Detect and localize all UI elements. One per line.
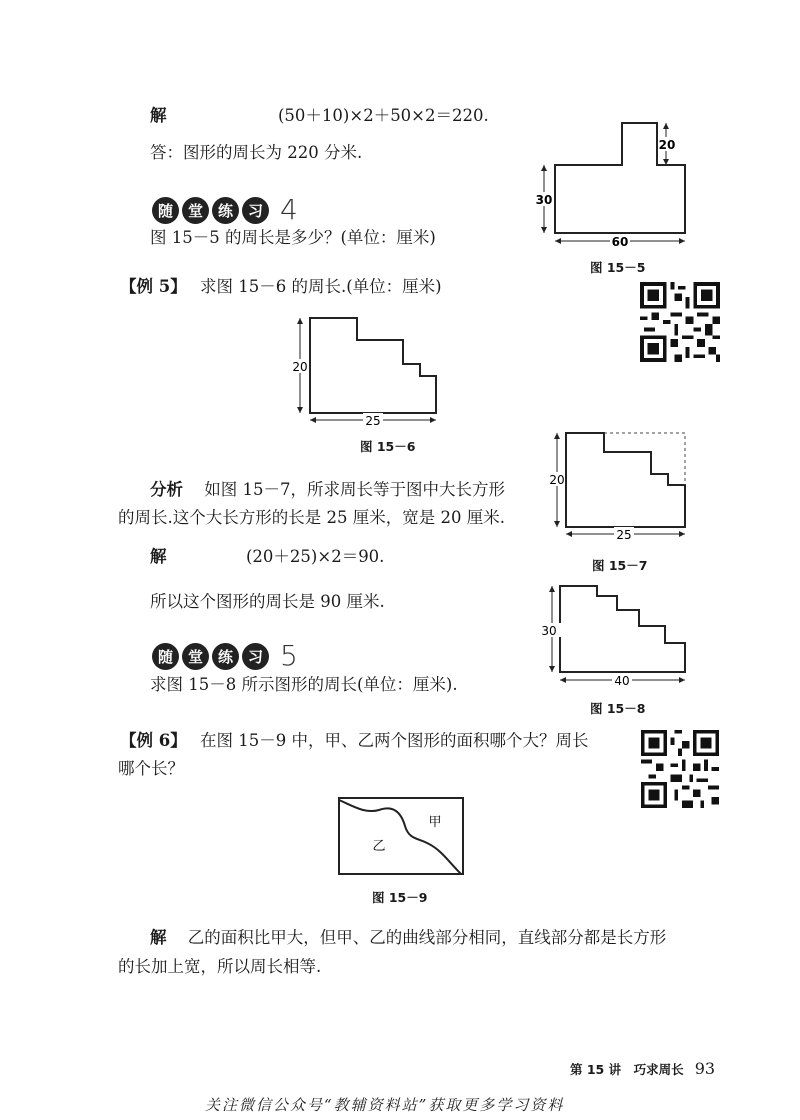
badge-number: 4 bbox=[280, 193, 298, 226]
dashed-extension bbox=[604, 433, 685, 485]
qr-code-icon bbox=[638, 730, 722, 808]
badge-char: 习 bbox=[242, 197, 269, 224]
dim-label: 30 bbox=[541, 624, 557, 638]
solution-label: 解 bbox=[150, 106, 167, 125]
example-label: 【例 5】 bbox=[120, 277, 187, 296]
figure-caption: 图 15－8 bbox=[590, 701, 646, 716]
dim-label: 20 bbox=[549, 473, 565, 487]
badge-char: 随 bbox=[152, 643, 179, 670]
figure-15-5 bbox=[530, 115, 700, 275]
solution-equation: (20＋25)×2＝90. bbox=[246, 547, 385, 566]
dim-label: 60 bbox=[611, 235, 629, 249]
dim-label: 25 bbox=[365, 414, 381, 428]
dim-label: 30 bbox=[535, 193, 553, 207]
answer-text: 所以这个图形的周长是 90 厘米. bbox=[150, 592, 385, 611]
badge-number: 5 bbox=[280, 639, 298, 672]
solution-equation: (50＋10)×2＋50×2＝220. bbox=[278, 106, 489, 125]
badge-char: 练 bbox=[212, 643, 239, 670]
practice-badge bbox=[152, 193, 298, 226]
analysis-text: 的周长.这个大长方形的长是 25 厘米，宽是 20 厘米. bbox=[118, 508, 505, 527]
figure-caption: 图 15－6 bbox=[360, 439, 416, 454]
solution-text: 的长加上宽，所以周长相等. bbox=[118, 957, 322, 976]
solution-label: 解 bbox=[150, 928, 167, 947]
example-question: 求图 15－6 的周长.(单位：厘米) bbox=[199, 277, 442, 296]
answer-text: 答：图形的周长为 220 分米. bbox=[150, 143, 363, 162]
badge-char: 堂 bbox=[182, 643, 209, 670]
analysis-text: 如图 15－7，所求周长等于图中大长方形 bbox=[204, 480, 505, 499]
figure-15-7 bbox=[548, 425, 693, 550]
figure-15-8 bbox=[535, 580, 695, 692]
practice-question: 图 15－5 的周长是多少？(单位：厘米) bbox=[150, 228, 436, 247]
badge-char: 随 bbox=[152, 197, 179, 224]
badge-char: 习 bbox=[242, 643, 269, 670]
practice-badge bbox=[152, 639, 298, 672]
badge-char: 练 bbox=[212, 197, 239, 224]
figure-15-9 bbox=[335, 792, 467, 880]
figure-caption: 图 15－9 bbox=[372, 890, 428, 905]
solution-line bbox=[150, 926, 666, 950]
curve-line bbox=[339, 800, 461, 874]
dim-label: 25 bbox=[616, 528, 632, 542]
qr-code-icon bbox=[638, 282, 722, 362]
bottom-note: 关注微信公众号“教辅资料站”获取更多学习资料 bbox=[205, 1096, 565, 1114]
page-number: 93 bbox=[694, 1059, 716, 1078]
figure-outline bbox=[560, 586, 685, 672]
figure-caption: 图 15－7 bbox=[592, 558, 648, 573]
solution-label: 解 bbox=[150, 547, 167, 566]
solution-text: 乙的面积比甲大，但甲、乙的曲线部分相同，直线部分都是长方形 bbox=[187, 928, 667, 947]
badge-char: 堂 bbox=[182, 197, 209, 224]
analysis-label: 分析 bbox=[150, 480, 183, 499]
page-footer bbox=[570, 1059, 715, 1078]
figure-outline bbox=[566, 433, 685, 527]
example-text bbox=[120, 275, 442, 299]
dim-label: 40 bbox=[614, 674, 630, 688]
figure-outline bbox=[310, 318, 436, 413]
figure-15-6 bbox=[290, 310, 460, 435]
analysis-line bbox=[150, 478, 505, 502]
dim-label: 20 bbox=[658, 138, 676, 152]
chapter-title: 第 15 讲 巧求周长 bbox=[570, 1062, 684, 1077]
example-question: 在图 15－9 中，甲、乙两个图形的面积哪个大？周长 bbox=[199, 731, 589, 750]
figure-caption: 图 15－5 bbox=[590, 260, 646, 275]
practice-question: 求图 15－8 所示图形的周长(单位：厘米). bbox=[150, 675, 458, 694]
region-label-jia: 甲 bbox=[428, 815, 442, 830]
example-label: 【例 6】 bbox=[120, 731, 187, 750]
example-text bbox=[120, 729, 588, 753]
example-question: 哪个长？ bbox=[118, 759, 184, 778]
dim-label: 20 bbox=[292, 360, 308, 374]
figure-outline bbox=[339, 798, 463, 874]
region-label-yi: 乙 bbox=[372, 839, 386, 854]
